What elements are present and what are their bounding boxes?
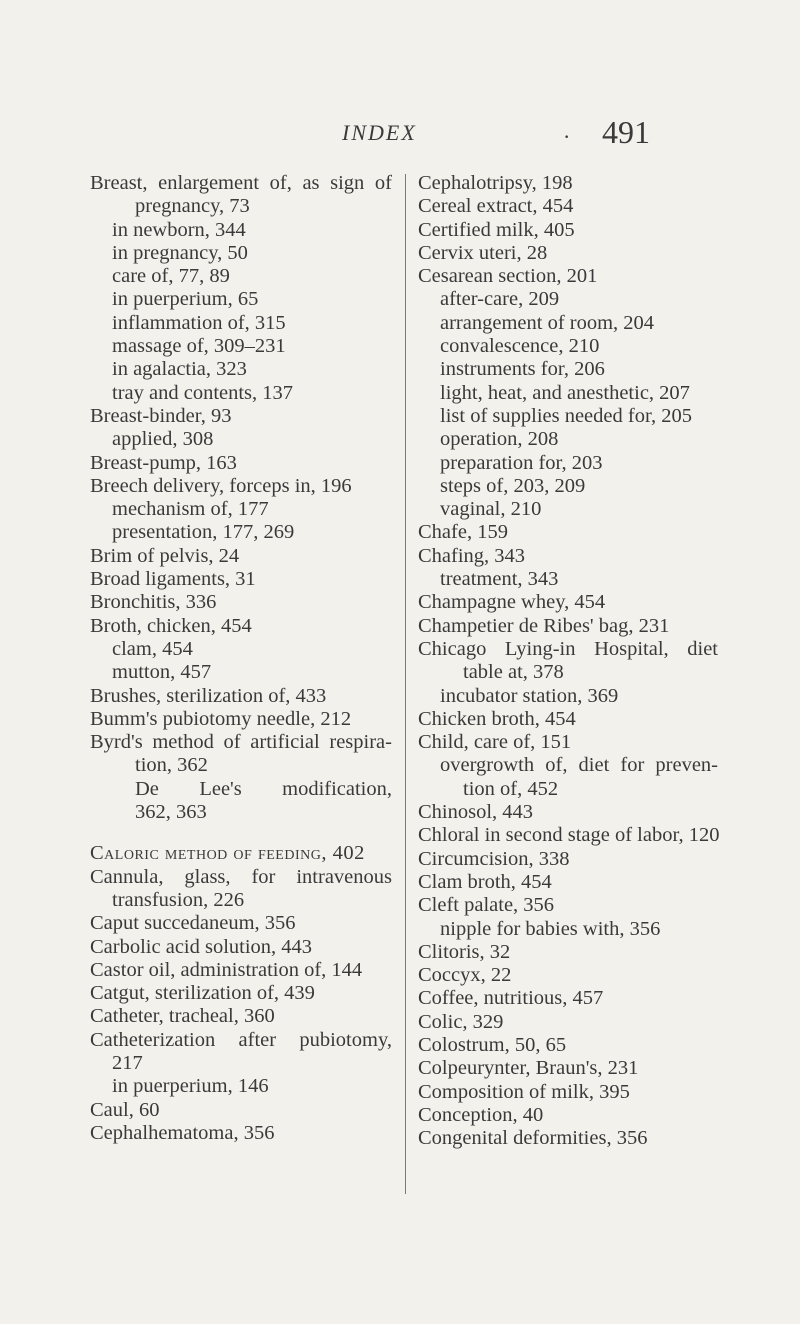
index-entry: Caloric method of feeding, 402 xyxy=(90,842,365,865)
index-entry: care of, 77, 89 xyxy=(112,265,230,288)
running-head xyxy=(0,114,800,154)
index-entry: tray and contents, 137 xyxy=(112,381,294,404)
index-entry: instruments for, 206 xyxy=(440,358,605,381)
index-entry: inflammation of, 315 xyxy=(112,311,286,334)
index-entry: presentation, 177, 269 xyxy=(112,521,295,544)
index-entry: Brim of pelvis, 24 xyxy=(90,544,240,567)
index-column-right xyxy=(418,172,718,1150)
index-entry: Cesarean section, 201 xyxy=(418,265,598,288)
index-entry: list of supplies needed for, 205 xyxy=(440,404,692,427)
index-entry: Coffee, nutritious, 457 xyxy=(418,987,604,1010)
index-entry: Bumm's pubiotomy needle, 212 xyxy=(90,707,352,730)
index-entry: Colostrum, 50, 65 xyxy=(418,1033,567,1056)
index-entry: Colic, 329 xyxy=(418,1010,504,1033)
index-entry: Breech delivery, forceps in, 196 xyxy=(90,474,352,497)
index-entry: Chafing, 343 xyxy=(418,544,526,567)
index-entry: Cleft palate, 356 xyxy=(418,894,555,917)
index-entry: Broad ligaments, 31 xyxy=(90,568,256,591)
index-entry: Castor oil, administration of, 144 xyxy=(90,958,363,981)
index-entry: 217 xyxy=(112,1051,143,1074)
index-entry: arrangement of room, 204 xyxy=(440,311,655,334)
index-entry: Chinosol, 443 xyxy=(418,801,534,824)
index-entry: in pregnancy, 50 xyxy=(112,241,248,264)
index-entry: Chicago Lying-in Hospital, diet xyxy=(418,637,718,660)
index-column-left xyxy=(90,172,392,1145)
index-entry: in agalactia, 323 xyxy=(112,358,247,381)
index-entry: Champagne whey, 454 xyxy=(418,591,606,614)
page-number: 491 xyxy=(602,114,650,150)
section-gap xyxy=(90,824,392,842)
column-divider xyxy=(405,174,406,1194)
index-entry: Congenital deformities, 356 xyxy=(418,1127,648,1150)
index-entry: Certified milk, 405 xyxy=(418,218,575,241)
index-entry: Breast, enlargement of, as sign of xyxy=(90,172,392,194)
index-entry: Caul, 60 xyxy=(90,1098,160,1121)
index-entry: Broth, chicken, 454 xyxy=(90,614,252,637)
index-entry: transfusion, 226 xyxy=(112,888,245,911)
index-entry: Clitoris, 32 xyxy=(418,940,511,963)
index-entry: Caput succedaneum, 356 xyxy=(90,912,296,935)
index-entry: tion, 362 xyxy=(135,754,208,777)
index-entry: Breast-binder, 93 xyxy=(90,404,232,427)
index-entry: tion of, 452 xyxy=(463,777,559,800)
index-entry: Child, care of, 151 xyxy=(418,731,572,754)
index-entry: Brushes, sterilization of, 433 xyxy=(90,684,327,707)
index-entry: massage of, 309–231 xyxy=(112,335,286,358)
index-entry: Bronchitis, 336 xyxy=(90,591,217,614)
index-entry: mutton, 457 xyxy=(112,661,212,684)
index-entry: steps of, 203, 209 xyxy=(440,474,586,497)
index-entry: Catgut, sterilization of, 439 xyxy=(90,982,315,1005)
index-entry: Champetier de Ribes' bag, 231 xyxy=(418,614,670,637)
index-entry: Conception, 40 xyxy=(418,1103,544,1126)
index-entry: Chicken broth, 454 xyxy=(418,707,576,730)
index-entry: pregnancy, 73 xyxy=(135,195,250,218)
index-entry: Cereal extract, 454 xyxy=(418,195,574,218)
index-entry: vaginal, 210 xyxy=(440,498,542,521)
index-entry: Chafe, 159 xyxy=(418,521,508,544)
index-entry: Breast-pump, 163 xyxy=(90,451,237,474)
index-entry: operation, 208 xyxy=(440,428,559,451)
index-entry: Cannula, glass, for intravenous xyxy=(90,865,392,888)
index-entry: after-care, 209 xyxy=(440,288,560,311)
index-entry: mechanism of, 177 xyxy=(112,498,269,521)
index-entry: Cephalhematoma, 356 xyxy=(90,1121,275,1144)
index-entry: table at, 378 xyxy=(463,661,564,684)
index-entry: in newborn, 344 xyxy=(112,218,246,241)
index-entry: Clam broth, 454 xyxy=(418,870,552,893)
index-entry: in puerperium, 65 xyxy=(112,288,259,311)
index-entry: Chloral in second stage of labor, 120 xyxy=(418,824,720,847)
index-entry: Coccyx, 22 xyxy=(418,964,512,987)
index-entry: Colpeurynter, Braun's, 231 xyxy=(418,1057,639,1080)
index-entry: Byrd's method of artificial respira- xyxy=(90,731,392,754)
index-entry: Circumcision, 338 xyxy=(418,847,570,870)
index-entry: Catheterization after pubiotomy, xyxy=(90,1028,392,1051)
index-entry: Catheter, tracheal, 360 xyxy=(90,1005,275,1028)
index-entry: 362, 363 xyxy=(135,801,207,824)
index-entry: light, heat, and anesthetic, 207 xyxy=(440,381,690,404)
running-title: INDEX xyxy=(342,120,417,145)
index-entry: treatment, 343 xyxy=(440,568,559,591)
index-entry: preparation for, 203 xyxy=(440,451,603,474)
index-entry: De Lee's modification, xyxy=(135,777,392,800)
index-entry: nipple for babies with, 356 xyxy=(440,917,661,940)
index-entry: Carbolic acid solution, 443 xyxy=(90,935,313,958)
index-entry: convalescence, 210 xyxy=(440,335,600,358)
index-entry: in puerperium, 146 xyxy=(112,1075,269,1098)
header-separator: · xyxy=(563,124,571,149)
index-entry: clam, 454 xyxy=(112,637,193,660)
index-entry: overgrowth of, diet for preven- xyxy=(440,754,718,777)
index-entry: incubator station, 369 xyxy=(440,684,619,707)
index-entry: Composition of milk, 395 xyxy=(418,1080,630,1103)
index-entry: Cephalotripsy, 198 xyxy=(418,172,573,194)
index-entry: Cervix uteri, 28 xyxy=(418,241,548,264)
index-entry: applied, 308 xyxy=(112,428,214,451)
